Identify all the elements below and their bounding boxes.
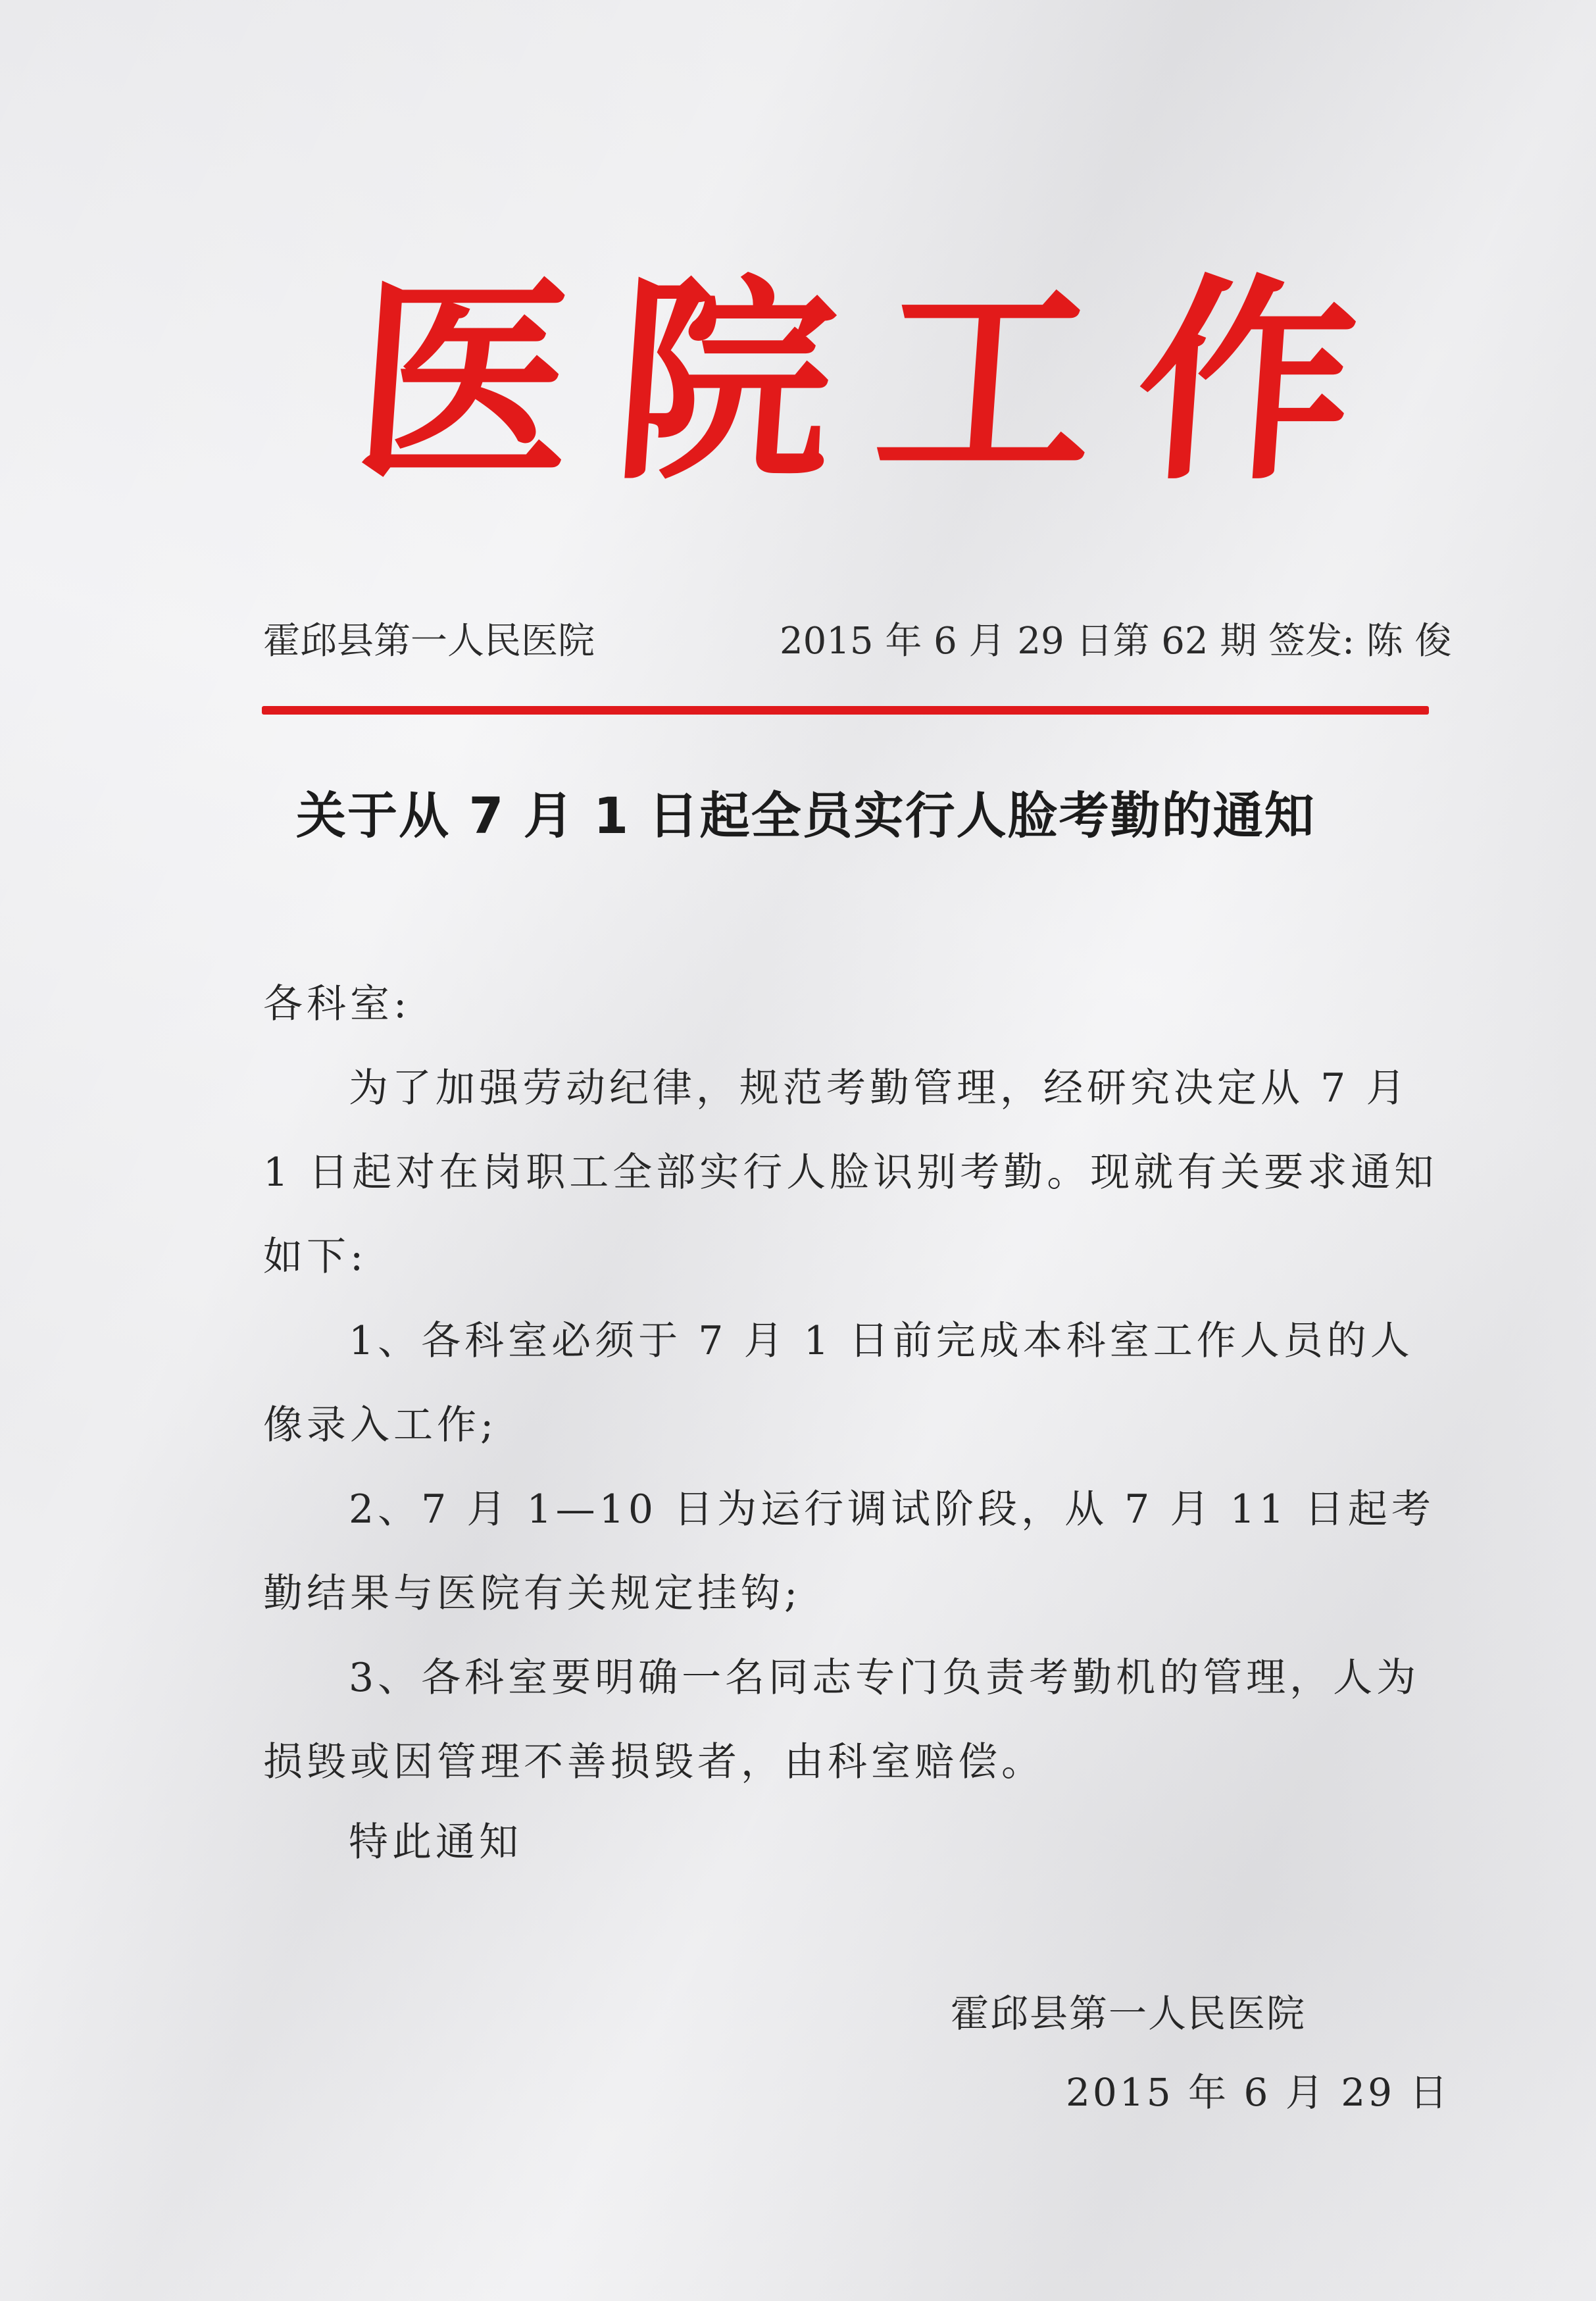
intro-paragraph: 为了加强劳动纪律，规范考勤管理，经研究决定从 7 月 1 日起对在岗职工全部实行人脸识别考勤。现就有关要求通知如下: bbox=[263, 1065, 1438, 1280]
salutation: 各科室: bbox=[263, 981, 411, 1027]
closing-remark: 特此通知 bbox=[349, 1819, 522, 1865]
masthead-char: 工 bbox=[868, 254, 1103, 509]
requirement-item: 1、各科室必须于 7 月 1 日前完成本科室工作人员的人像录入工作; bbox=[263, 1318, 1414, 1448]
issuer-name: 霍邱县第一人民医院 bbox=[263, 620, 595, 663]
masthead-title bbox=[346, 254, 1364, 509]
masthead-char: 医 bbox=[346, 254, 582, 509]
notice-title: 关于从 7 月 1 日起全员实行人脸考勤的通知 bbox=[296, 786, 1316, 845]
notice-body bbox=[263, 962, 1441, 1804]
issue-header bbox=[263, 615, 1452, 668]
issue-info: 2015 年 6 月 29 日第 62 期 签发: 陈 俊 bbox=[780, 620, 1452, 663]
signature-date: 2015 年 6 月 29 日 bbox=[1066, 2070, 1451, 2115]
red-divider bbox=[262, 706, 1429, 715]
requirement-item: 3、各科室要明确一名同志专门负责考勤机的管理，人为损毁或因管理不善损毁者，由科室赔偿。 bbox=[263, 1655, 1420, 1785]
masthead-char: 院 bbox=[607, 254, 843, 509]
signature-organization: 霍邱县第一人民医院 bbox=[951, 1991, 1307, 2036]
requirement-item: 2、7 月 1—10 日为运行调试阶段，从 7 月 11 日起考勤结果与医院有关规定挂钩; bbox=[263, 1486, 1435, 1617]
masthead-char: 作 bbox=[1129, 254, 1364, 509]
